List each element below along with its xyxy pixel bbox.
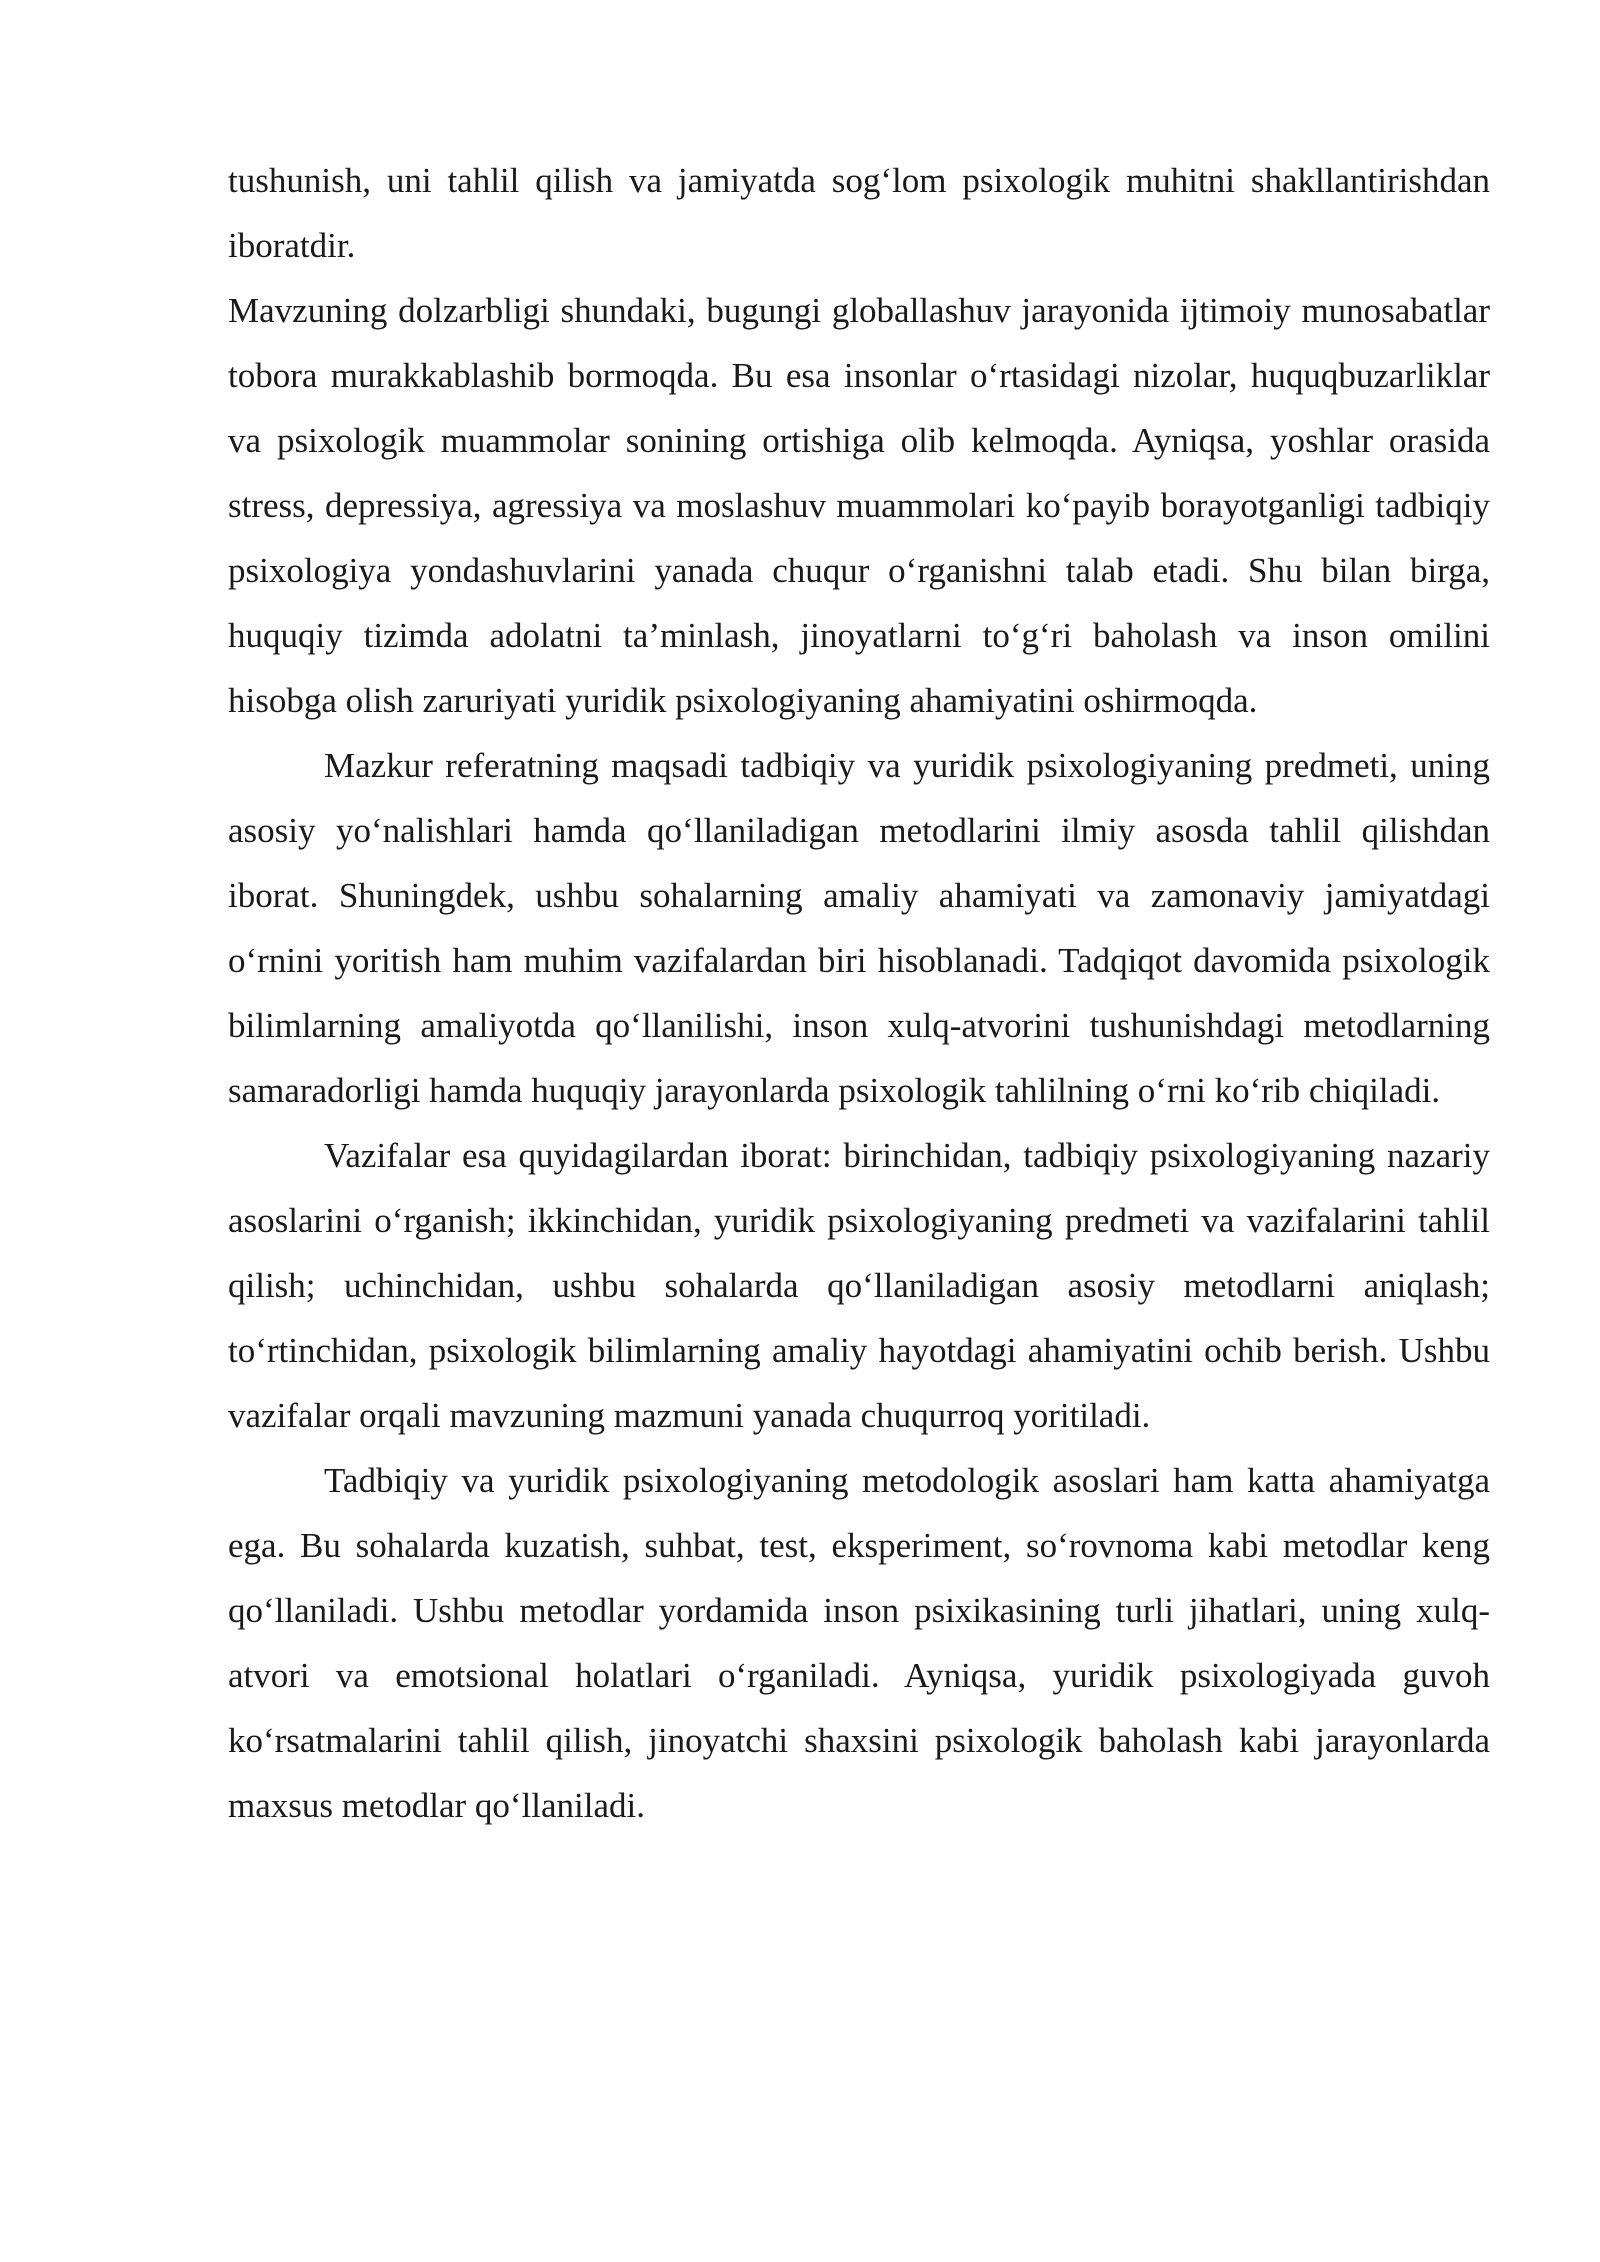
paragraph-relevance: Mavzuning dolzarbligi shundaki, bugungi globallashuv jarayonida ijtimoiy munosabatlar tobora murakkablashib bormoqda. Bu esa insonlar o‘rtasidagi nizolar, huquqbuzarliklar va psixologik muammolar sonining ortishiga olib kelmoqda. Ayniqsa, yoshlar orasida stress, depressiya, agressiya va moslashuv muammolari ko‘payib borayotganligi tadbiqiy psixologiya yondashuvlarini yanada chuqur o‘rganishni talab etadi. Shu bilan birga, huquqiy tizimda adolatni ta’minlash, jinoyatlarni to‘g‘ri baholash va inson omilini hisobga olish zaruriyati yuridik psixologiyaning ahamiyatini oshirmoqda. xyxy=(228,291,1490,720)
paragraph-methodology: Tadbiqiy va yuridik psixologiyaning metodologik asoslari ham katta ahamiyatga ega. Bu sohalarda kuzatish, suhbat, test, eksperiment, so‘rovnoma kabi metodlar keng qo‘llaniladi. Ushbu metodlar yordamida inson psixikasining turli jihatlari, uning xulq-atvori va emotsional holatlari o‘rganiladi. Ayniqsa, yuridik psixologiyada guvoh ko‘rsatmalarini tahlil qilish, jinoyatchi shaxsini psixologik baholash kabi jarayonlarda maxsus metodlar qo‘llaniladi. xyxy=(228,1461,1490,1825)
paragraph-goal: Mazkur referatning maqsadi tadbiqiy va yuridik psixologiyaning predmeti, uning asosiy yo‘nalishlari hamda qo‘llaniladigan metodlarini ilmiy asosda tahlil qilishdan iborat. Shuningdek, ushbu sohalarning amaliy ahamiyati va zamonaviy jamiyatdagi o‘rnini yoritish ham muhim vazifalardan biri hisoblanadi. Tadqiqot davomida psixologik bilimlarning amaliyotda qo‘llanilishi, inson xulq-atvorini tushunishdagi metodlarning samaradorligi hamda huquqiy jarayonlarda psixologik tahlilning o‘rni ko‘rib chiqiladi. xyxy=(228,746,1490,1110)
paragraph-continuation: tushunish, uni tahlil qilish va jamiyatda sog‘lom psixologik muhitni shakllantirishdan iboratdir. xyxy=(228,161,1490,265)
paragraph-tasks: Vazifalar esa quyidagilardan iborat: birinchidan, tadbiqiy psixologiyaning nazariy asoslarini o‘rganish; ikkinchidan, yuridik psixologiyaning predmeti va vazifalarini tahlil qilish; uchinchidan, ushbu sohalarda qo‘llaniladigan asosiy metodlarni aniqlash; to‘rtinchidan, psixologik bilimlarning amaliy hayotdagi ahamiyatini ochib berish. Ushbu vazifalar orqali mavzuning mazmuni yanada chuqurroq yoritiladi. xyxy=(228,1136,1490,1435)
document-page xyxy=(228,148,1490,1838)
